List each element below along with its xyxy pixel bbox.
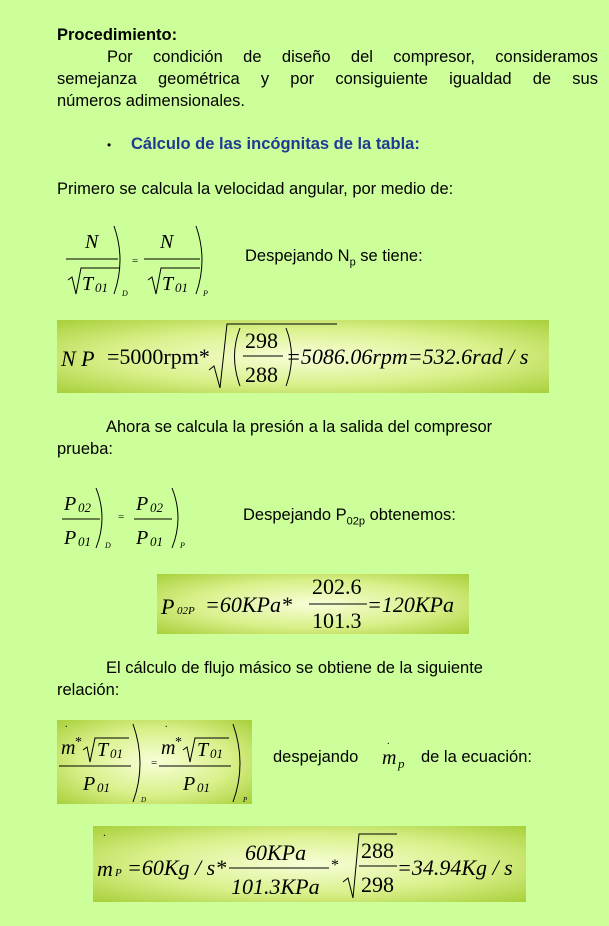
eq2-result-expr2: =120KPa	[367, 592, 454, 617]
eq1-right-den-sub: 01	[175, 280, 188, 295]
pressure-result-box	[157, 574, 469, 634]
eq1-result-frac-num: 298	[245, 328, 278, 353]
eq1-result-expr2: =5086.06rpm=532.6rad / s	[286, 344, 529, 369]
eq3-equals: =	[151, 757, 158, 769]
eq3-result-star: *	[331, 857, 339, 874]
eq1-result-expr1: =5000rpm*	[107, 344, 210, 369]
eq2-result-frac-den: 101.3	[312, 608, 362, 633]
eq1-sub-p: P	[203, 289, 208, 298]
eq3-sub-p: P	[243, 796, 248, 804]
pressure-line-2: prueba:	[57, 440, 113, 458]
mass-flow-equation	[57, 720, 252, 804]
eq2-sub-p: P	[180, 541, 185, 550]
mass-flow-result-box	[93, 826, 526, 902]
eq3-right-T: T	[197, 739, 209, 761]
eq2-despejando	[243, 504, 456, 532]
eq3-result-frac-num: 60KPa	[245, 840, 307, 865]
eq3-result-lhs-sub: P	[115, 867, 122, 879]
eq2-despejando-sub: 02p	[346, 515, 366, 528]
eq3-right-T-sub: 01	[210, 746, 223, 761]
eq1-despejando-text: Despejando N	[245, 247, 350, 265]
eq2-result-lhs: P	[161, 594, 175, 619]
eq3-right-m: m	[161, 737, 176, 759]
eq3-tail: de la ecuación:	[421, 748, 532, 766]
eq3-despejando-text: despejando	[273, 748, 359, 766]
eq2-result-expr1: =60KPa*	[205, 592, 292, 617]
speed-result-box	[57, 320, 549, 393]
eq3-left-den: P	[83, 773, 96, 795]
eq1-left-den: T	[82, 273, 94, 295]
eq3-result-sqrt-den: 298	[361, 872, 394, 897]
svg-text:.: .	[103, 826, 106, 839]
eq3-m-symbol	[380, 738, 412, 772]
eq2-right-den-sub: 01	[150, 534, 163, 549]
eq3-m: m	[382, 747, 397, 769]
eq2-right-num-sub: 02	[150, 500, 163, 515]
svg-text:.: .	[165, 720, 168, 730]
mass-flow-equation-box	[57, 720, 252, 804]
eq3-right-den-sub: 01	[197, 780, 210, 795]
eq1-left-den-sub: 01	[95, 280, 108, 295]
eq2-left-den: P	[64, 527, 77, 549]
eq3-result-expr2: =34.94Kg / s	[397, 855, 513, 880]
eq2-left-num: P	[64, 493, 77, 515]
eq1-left-num: N	[85, 231, 99, 253]
eq3-left-star: *	[75, 735, 82, 750]
section-heading: Cálculo de las incógnitas de la tabla:	[131, 135, 420, 153]
equation-similarity-speed	[60, 222, 230, 302]
eq1-right-den: T	[162, 273, 174, 295]
eq2-despejando-tail: obtenemos:	[365, 506, 456, 524]
eq3-left-den-sub: 01	[97, 780, 110, 795]
eq2-equals: =	[118, 511, 125, 523]
eq1-result-frac-den: 288	[245, 362, 278, 387]
eq2-result-frac-num: 202.6	[312, 574, 362, 599]
intro-text: Primero se calcula la velocidad angular, por medio de:	[57, 180, 454, 198]
eq1-sub-d: D	[122, 289, 128, 298]
procedure-line-3: números adimensionales.	[57, 92, 246, 110]
eq1-despejando-tail: se tiene:	[355, 247, 423, 265]
eq3-right-den: P	[183, 773, 196, 795]
eq2-right-den: P	[136, 527, 149, 549]
eq1-despejando-sub: p	[349, 256, 356, 269]
eq3-result-sqrt-num: 288	[361, 838, 394, 863]
eq2-result-lhs-sub: 02P	[177, 605, 195, 617]
svg-text:.: .	[387, 738, 390, 747]
pressure-line-1: Ahora se calcula la presión a la salida del compresor	[106, 418, 493, 436]
eq3-sub-d: D	[141, 796, 147, 804]
eq2-sub-d: D	[105, 541, 111, 550]
flow-line-1: El cálculo de flujo másico se obtiene de la siguiente	[106, 659, 483, 677]
eq1-despejando	[245, 245, 423, 273]
eq2-despejando-text: Despejando P	[243, 506, 347, 524]
eq2-left-num-sub: 02	[78, 500, 91, 515]
eq1-right-num: N	[160, 231, 174, 253]
procedure-line-2: semejanza geométrica y por consiguiente igualdad de sus	[57, 70, 598, 88]
eq3-result-expr1: =60Kg / s*	[127, 855, 227, 880]
eq3-result-lhs: m	[97, 856, 113, 881]
eq3-left-T: T	[97, 739, 109, 761]
eq1-result-lhs: N P	[61, 346, 95, 371]
procedure-line-1: Por condición de diseño del compresor, consideramos	[107, 48, 598, 66]
eq3-left-m: m	[61, 737, 76, 759]
eq3-m-sub: p	[398, 756, 405, 771]
eq2-left-den-sub: 01	[78, 534, 91, 549]
procedure-title: Procedimiento:	[57, 26, 178, 44]
eq2-right-num: P	[136, 493, 149, 515]
eq3-right-star: *	[175, 735, 182, 750]
eq1-equals: =	[132, 255, 139, 267]
eq3-result-frac-den: 101.3KPa	[231, 874, 320, 899]
svg-text:.: .	[65, 720, 68, 730]
flow-line-2: relación:	[57, 681, 120, 699]
eq3-left-T-sub: 01	[110, 746, 123, 761]
equation-similarity-pressure	[60, 482, 210, 554]
bullet-marker: •	[107, 138, 112, 152]
